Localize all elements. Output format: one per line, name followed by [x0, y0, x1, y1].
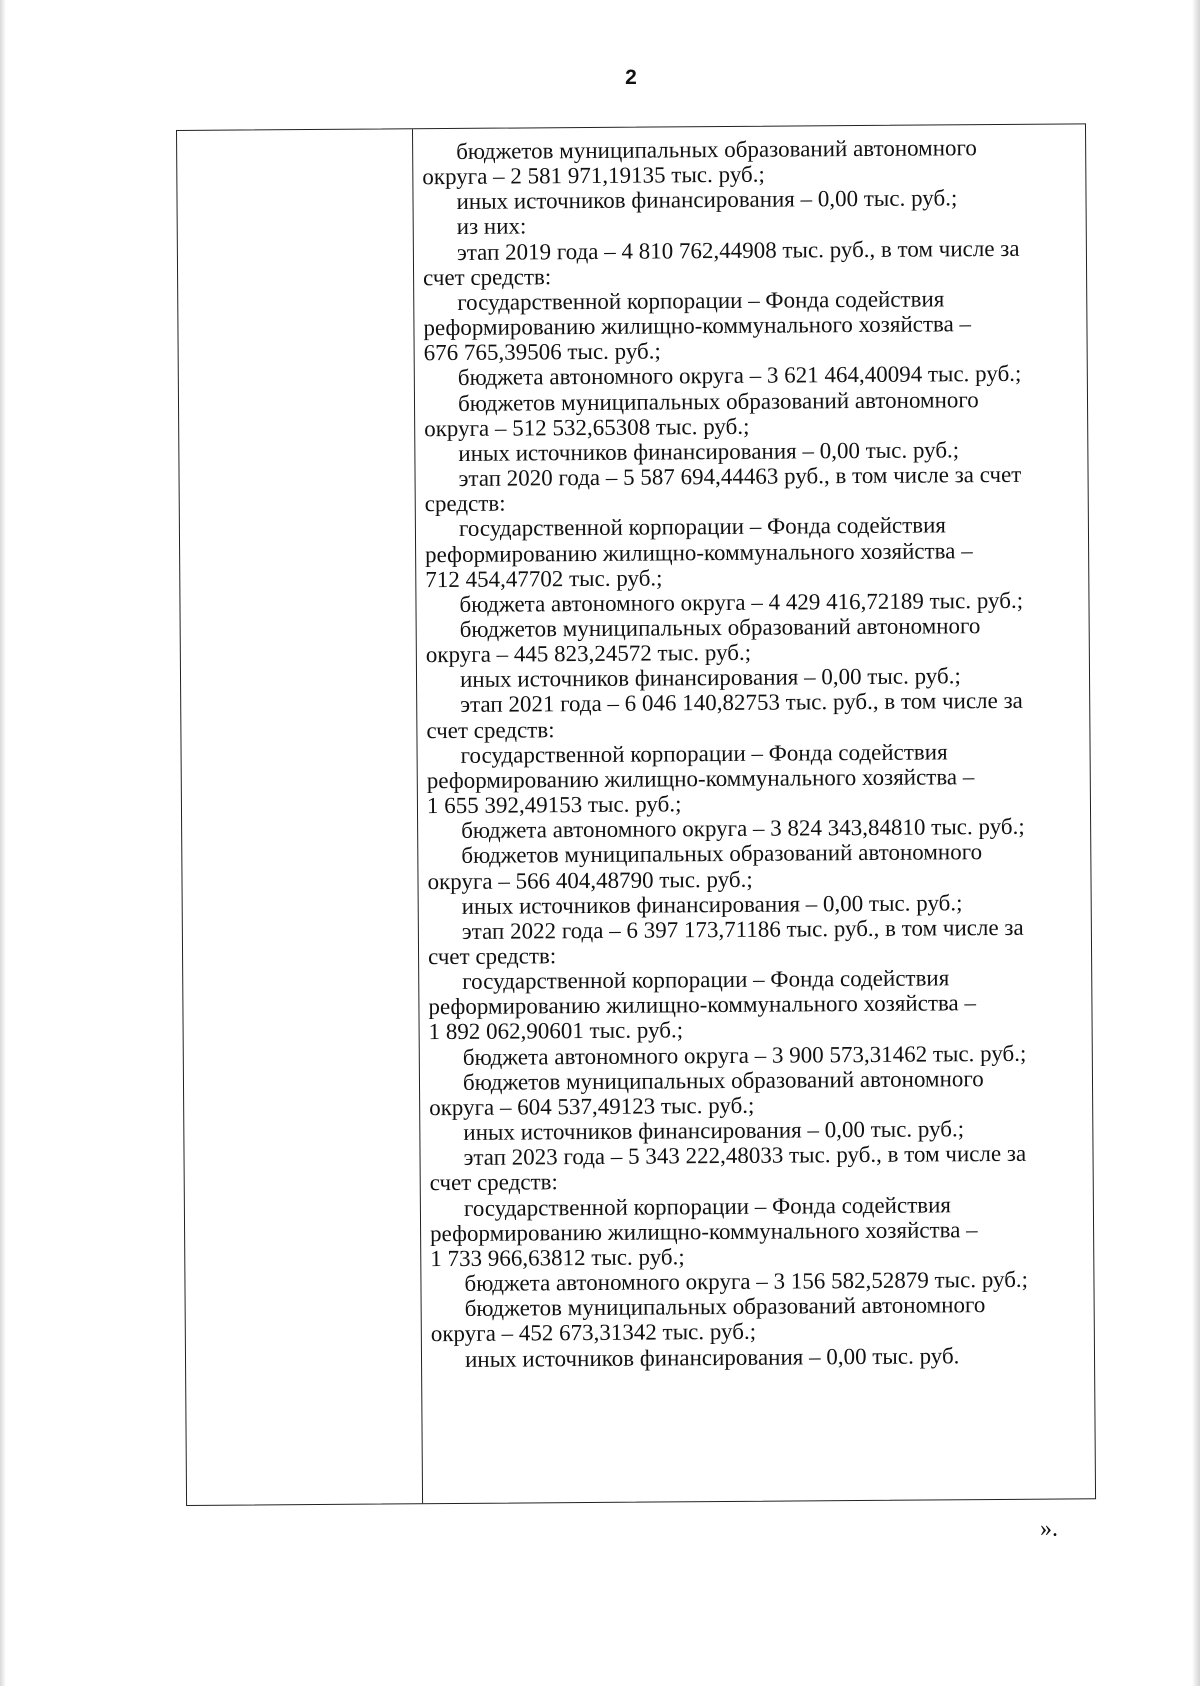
scan-edge-left — [0, 0, 6, 1686]
text-line: бюджета автономного округа – 3 621 464,40094 тыс. руб.; — [457, 361, 1022, 391]
text-line: иных источников финансирования – 0,00 тыс. руб.; — [459, 663, 961, 693]
text-line: счет средств: — [426, 716, 555, 743]
text-line: иных источников финансирования – 0,00 тыс. руб.; — [456, 185, 958, 215]
text-line: округа – 604 537,49123 тыс. руб.; — [429, 1092, 755, 1121]
text-line: округа – 445 823,24572 тыс. руб.; — [425, 639, 752, 668]
text-line: 1 892 062,90601 тыс. руб.; — [428, 1017, 684, 1045]
text-line: счет средств: — [429, 1169, 558, 1196]
text-line: средств: — [424, 490, 506, 517]
content-table — [176, 123, 1096, 1506]
text-line: государственной корпорации – Фонда содействия — [457, 286, 945, 315]
text-line: бюджета автономного округа – 3 900 573,31462 тыс. руб.; — [462, 1040, 1027, 1070]
text-line: 1 655 392,49153 тыс. руб.; — [426, 791, 682, 819]
text-line: 712 454,47702 тыс. руб.; — [425, 565, 663, 592]
text-line: реформированию жилищно-коммунального хозяйства – — [426, 764, 975, 794]
text-line: округа – 512 532,65308 тыс. руб.; — [424, 413, 750, 441]
scan-edge-right — [1192, 0, 1200, 1686]
table-left-cell — [177, 129, 423, 1505]
text-line: округа – 2 581 971,19135 тыс. руб.; — [422, 161, 765, 190]
text-line: счет средств: — [427, 943, 557, 970]
text-line: этап 2021 года – 6 046 140,82753 тыс. руб., в том числе за — [460, 688, 1023, 718]
text-line: округа – 452 673,31342 тыс. руб.; — [430, 1319, 757, 1347]
text-line: этап 2023 года – 5 343 222,48033 тыс. руб., в том числе за — [463, 1141, 1027, 1171]
text-line: государственной корпорации – Фонда содействия — [462, 965, 950, 995]
text-line: бюджета автономного округа – 3 824 343,84810 тыс. руб.; — [461, 814, 1025, 844]
text-line: этап 2020 года – 5 587 694,44463 руб., в том числе за счет — [458, 461, 1022, 491]
text-line: государственной корпорации – Фонда содействия — [460, 739, 948, 768]
text-line: иных источников финансирования – 0,00 тыс. руб. — [464, 1342, 960, 1372]
text-line: бюджетов муниципальных образований автономного — [464, 1292, 986, 1322]
text-line: из них: — [456, 213, 527, 240]
text-line: реформированию жилищно-коммунального хозяйства – — [428, 990, 977, 1020]
text-line: этап 2022 года – 6 397 173,71186 тыс. руб., в том числе за — [461, 914, 1024, 944]
text-line: государственной корпорации – Фонда содействия — [458, 512, 947, 542]
text-line: бюджетов муниципальных образований автономного — [457, 386, 979, 416]
text-line: государственной корпорации – Фонда содействия — [463, 1191, 952, 1221]
text-line: иных источников финансирования – 0,00 тыс. руб.; — [463, 1116, 965, 1146]
text-line: иных источников финансирования – 0,00 тыс. руб.; — [461, 889, 963, 919]
text-line: реформированию жилищно-коммунального хозяйства – — [425, 537, 973, 567]
text-line: бюджета автономного округа – 3 156 582,52879 тыс. руб.; — [464, 1266, 1029, 1296]
text-line: реформированию жилищно-коммунального хозяйства – — [430, 1216, 978, 1246]
text-line: 676 765,39506 тыс. руб.; — [423, 338, 661, 366]
text-line: бюджетов муниципальных образований автономного — [462, 1065, 984, 1095]
text-line: счет средств: — [422, 264, 552, 290]
table-right-cell — [413, 124, 1095, 1503]
text-line: 1 733 966,63812 тыс. руб.; — [430, 1244, 685, 1272]
text-line: округа – 566 404,48790 тыс. руб.; — [427, 866, 753, 894]
text-line: бюджетов муниципальных образований автономного — [461, 839, 983, 869]
closing-quote-mark: ». — [1040, 1516, 1058, 1542]
text-line: иных источников финансирования – 0,00 тыс. руб.; — [458, 437, 960, 466]
text-line: реформированию жилищно-коммунального хозяйства – — [423, 311, 972, 341]
text-line: бюджетов муниципальных образований автономного — [456, 135, 977, 164]
text-line: бюджета автономного округа – 4 429 416,72189 тыс. руб.; — [459, 587, 1024, 617]
text-line: этап 2019 года – 4 810 762,44908 тыс. руб., в том числе за — [456, 235, 1020, 265]
text-line: бюджетов муниципальных образований автономного — [459, 613, 981, 642]
page-number: 2 — [625, 66, 637, 89]
